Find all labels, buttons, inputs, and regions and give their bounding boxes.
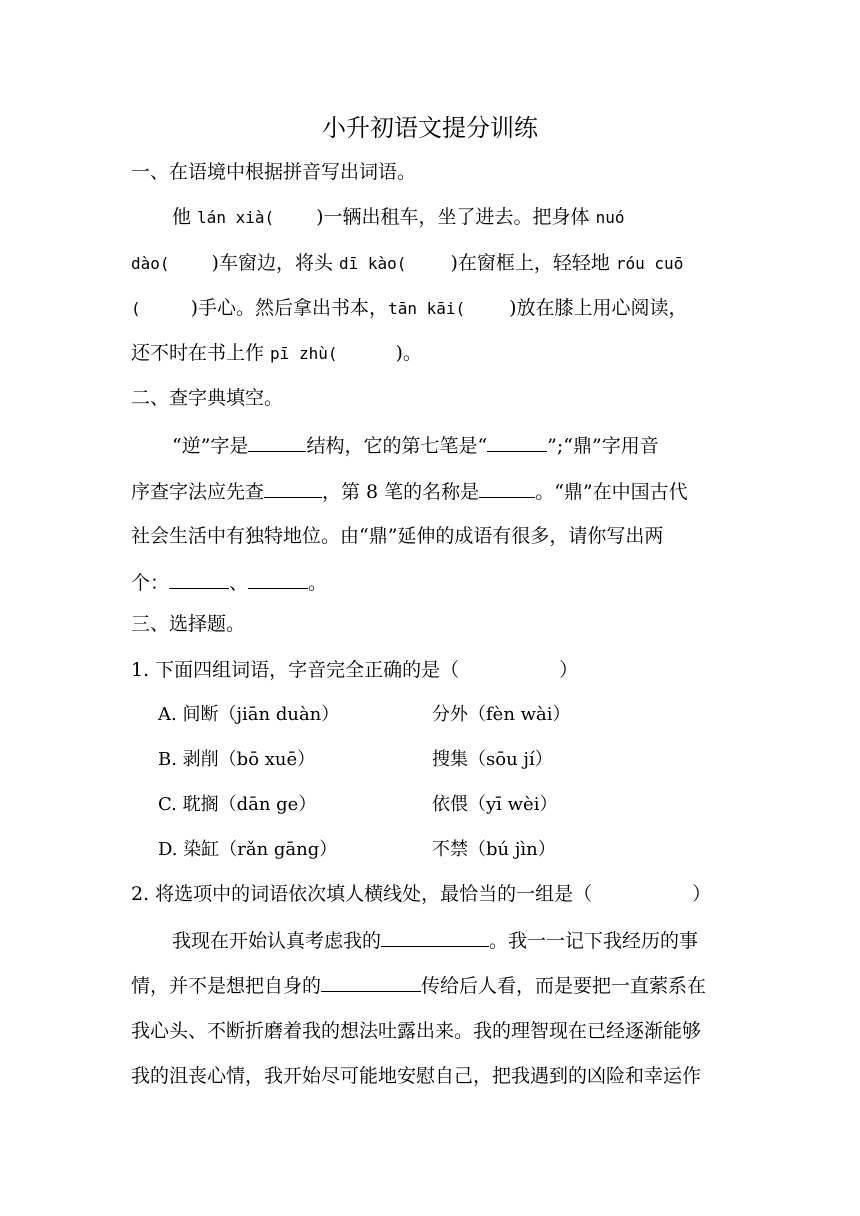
- q2-stem: [131, 882, 731, 906]
- q2-passage-2: [131, 973, 731, 998]
- text: 我现在开始认真考虑我的: [172, 930, 382, 952]
- pinyin: dī kào: [339, 254, 397, 273]
- option-c-word2: 依偎（yī wèi）: [432, 794, 558, 815]
- bracket: (: [159, 254, 170, 273]
- text: “逆”字是: [172, 435, 249, 457]
- text: 他: [172, 206, 198, 228]
- text: 。“鼎”在中国古代: [535, 481, 688, 503]
- bracket: (: [455, 299, 466, 318]
- s2-line-4: [131, 570, 731, 595]
- text: 结构，它的第七笔是“: [306, 435, 488, 457]
- text: )。: [395, 342, 422, 364]
- s1-line-1: [172, 205, 662, 230]
- text: 情，并不是想把自身的: [131, 975, 322, 997]
- option-b[interactable]: B. 剥削（bō xuē）: [158, 749, 316, 770]
- option-d[interactable]: D. 染缸（rǎn gāng）: [158, 839, 338, 860]
- section1-heading: 一、在语境中根据拼音写出词语。: [131, 161, 417, 183]
- fill-blank[interactable]: [248, 570, 308, 589]
- option-c[interactable]: C. 耽搁（dān ge）: [158, 794, 317, 815]
- s1-line-4: [131, 341, 731, 366]
- text: 序查字法应先查: [131, 481, 265, 503]
- s2-line-2: [131, 479, 731, 504]
- pinyin: róu cuō: [615, 254, 684, 273]
- text: 还不时在书上作: [131, 342, 271, 364]
- pinyin: dào: [131, 254, 160, 273]
- option-d-word2: 不禁（bú jìn）: [432, 839, 556, 860]
- bracket: ）: [692, 883, 712, 905]
- option-a[interactable]: A. 间断（jiān duàn）: [158, 704, 340, 725]
- option-a-word2: 分外（fèn wài）: [432, 704, 571, 725]
- fill-blank[interactable]: [248, 433, 306, 452]
- bracket: ）: [559, 659, 579, 681]
- text: 、: [229, 572, 249, 594]
- text: ”;“鼎”字用音: [547, 435, 659, 457]
- s2-line-1: [172, 433, 732, 458]
- fill-blank[interactable]: [169, 570, 229, 589]
- pinyin: nuó: [595, 208, 625, 227]
- text: )在窗框上，轻轻地: [450, 252, 616, 274]
- fill-blank[interactable]: [381, 928, 489, 947]
- text: )车窗边，将头: [211, 252, 339, 274]
- fill-blank[interactable]: [479, 479, 535, 498]
- question-text: 2. 将选项中的词语依次填人横线处，最恰当的一组是（: [131, 883, 593, 905]
- text: ，第 8 笔的名称是: [322, 481, 480, 503]
- fill-blank[interactable]: [321, 973, 421, 992]
- pinyin: tān kāi: [388, 299, 456, 318]
- q1-stem: [131, 658, 731, 682]
- bracket: (: [327, 344, 338, 363]
- text: 传给后人看，而是要把一直萦系在: [421, 975, 707, 997]
- fill-blank[interactable]: [264, 479, 322, 498]
- s1-line-3: [131, 296, 731, 321]
- fill-blank[interactable]: [487, 433, 547, 452]
- text: 个：: [131, 572, 170, 594]
- question-text: 1. 下面四组词语，字音完全正确的是（: [131, 659, 460, 681]
- text: )放在膝上用心阅读，: [509, 297, 688, 319]
- bracket: (: [396, 254, 407, 273]
- bracket: (: [264, 208, 275, 227]
- text: )一辆出租车，坐了进去。把身体: [316, 206, 596, 228]
- text: 。我一一记下我经历的事: [489, 930, 699, 952]
- bracket: (: [131, 299, 141, 318]
- option-b-word2: 搜集（sōu jí）: [432, 749, 553, 770]
- section2-heading: 二、查字典填空。: [131, 387, 284, 409]
- text: 。: [308, 572, 328, 594]
- s1-line-2: [131, 251, 731, 276]
- q2-passage-1: [172, 928, 732, 953]
- page-title: 小升初语文提分训练: [322, 114, 538, 142]
- pinyin: lán xià: [197, 208, 265, 227]
- q2-passage-3: 我心头、不断折磨着我的想法吐露出来。我的理智现在已经逐渐能够: [131, 1020, 702, 1042]
- text: )手心。然后拿出书本，: [190, 297, 389, 319]
- pinyin: pī zhù: [270, 344, 328, 363]
- s2-line-3: 社会生活中有独特地位。由“鼎”延伸的成语有很多，请你写出两: [131, 525, 664, 547]
- section3-heading: 三、选择题。: [131, 613, 246, 635]
- q2-passage-4: 我的沮丧心情，我开始尽可能地安慰自己，把我遇到的凶险和幸运作: [131, 1065, 702, 1087]
